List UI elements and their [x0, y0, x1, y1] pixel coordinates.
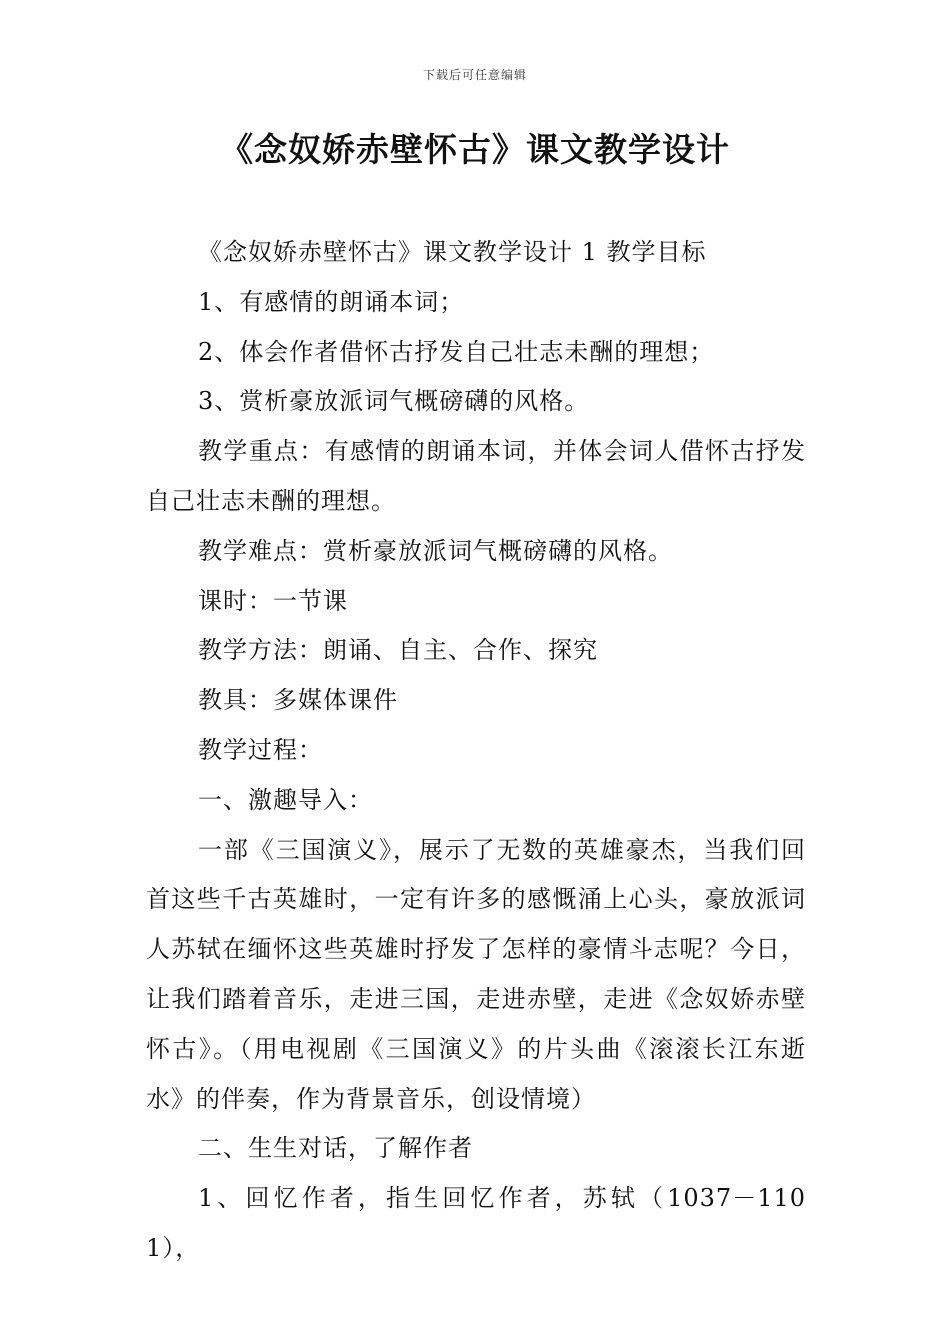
paragraph-section-2-heading: 二、生生对话，了解作者	[198, 1134, 473, 1163]
paragraph-objective-1: 1、有感情的朗诵本词；	[198, 287, 465, 316]
paragraph-objective-2: 2、体会作者借怀古抒发自己壮志未酬的理想；	[198, 337, 715, 366]
paragraph-key-points: 教学重点：有感情的朗诵本词，并体会词人借怀古抒发自己壮志未酬的理想。	[146, 437, 806, 515]
paragraph-author-recall: 1、回忆作者，指生回忆作者，苏轼（1037－1101），	[146, 1184, 806, 1262]
header-note: 下载后可任意编辑	[422, 68, 527, 82]
document-body	[146, 228, 806, 1274]
paragraph-section-1-heading: 一、激趣导入：	[198, 785, 373, 814]
paragraph-difficulties: 教学难点：赏析豪放派词气概磅礴的风格。	[198, 536, 673, 565]
paragraph-objective-3: 3、赏析豪放派词气概磅礴的风格。	[198, 387, 590, 416]
paragraph-process-heading: 教学过程：	[198, 735, 323, 764]
paragraph-introduction: 一部《三国演义》，展示了无数的英雄豪杰，当我们回首这些千古英雄时，一定有许多的感慨涌上心头，豪放派词人苏轼在缅怀这些英雄时抒发了怎样的豪情斗志呢？今日，让我们踏着音乐，走进三国，走进赤壁，走进《念奴娇赤壁怀古》。（用电视剧《三国演义》的片头曲《滚滚长江东逝水》的伴奏，作为背景音乐，创设情境）	[146, 835, 806, 1113]
paragraph-teaching-aids: 教具：多媒体课件	[198, 686, 398, 715]
document-title: 《念奴娇赤壁怀古》课文教学设计	[220, 130, 730, 169]
paragraph-objectives-heading: 《念奴娇赤壁怀古》课文教学设计 1 教学目标	[198, 238, 707, 266]
paragraph-methods: 教学方法：朗诵、自主、合作、探究	[198, 636, 598, 665]
paragraph-class-hours: 课时：一节课	[198, 586, 348, 615]
